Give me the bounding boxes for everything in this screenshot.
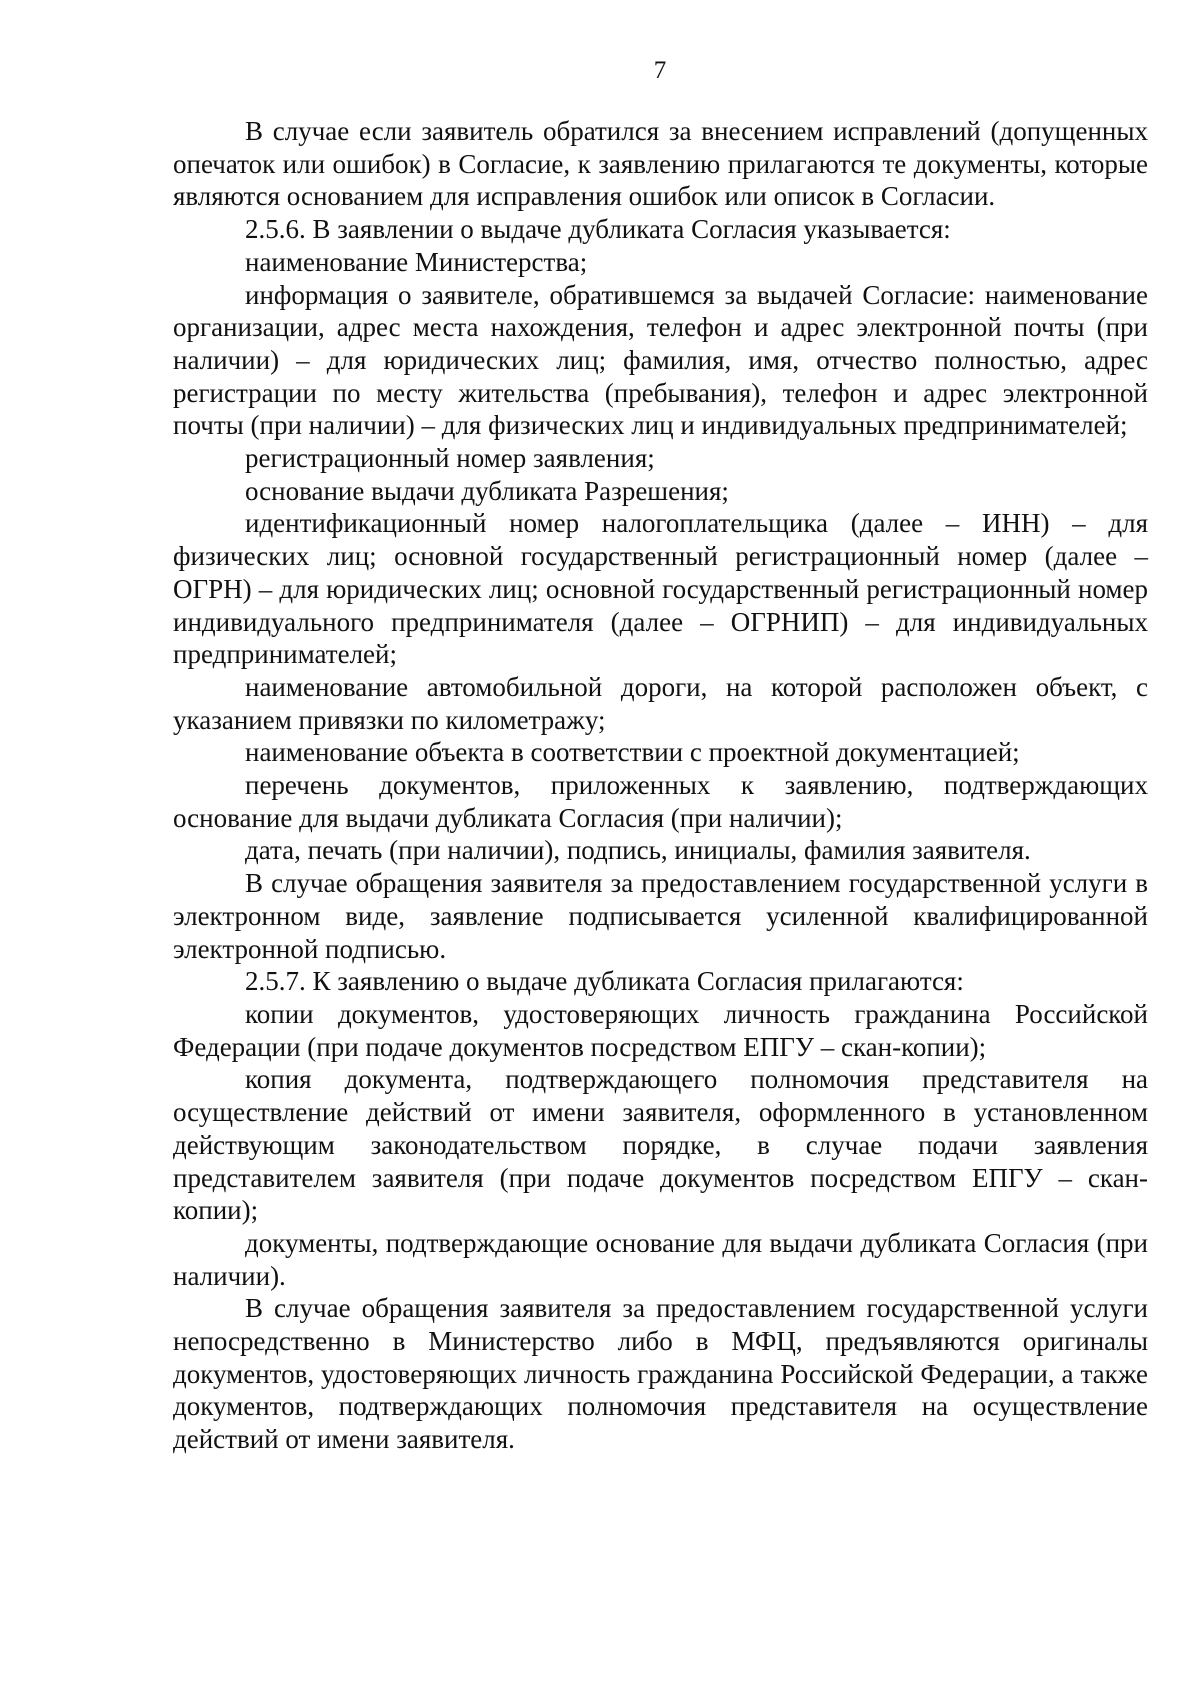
paragraph: перечень документов, приложенных к заявлению, подтверждающих основание для выдачи дубликата Согласия (при наличии); [173, 770, 1148, 833]
paragraph: В случае обращения заявителя за предоставлением государственной услуги в электронном виде, заявление подписывается усиленной квалифицированной электронной подписью. [173, 868, 1148, 964]
paragraph: В случае если заявитель обратился за внесением исправлений (допущенных опечаток или ошибок) в Согласие, к заявлению прилагаются те документы, которые являются основанием для исправления ошибок или описок в Согласии. [173, 116, 1148, 212]
page-number: 7 [653, 57, 667, 84]
document-body [173, 115, 1148, 1456]
paragraph: наименование Министерства; [245, 246, 588, 277]
paragraph: 2.5.6. В заявлении о выдаче дубликата Согласия указывается: [245, 214, 951, 245]
paragraph: идентификационный номер налогоплательщика (далее – ИНН) – для физических лиц; основной государственный регистрационный номер (далее – ОГРН) – для юридических лиц; основной государственный регистрационный номер индивидуального предпринимателя (далее – ОГРНИП) – для индивидуальных предпринимателей; [173, 508, 1148, 670]
paragraph: наименование автомобильной дороги, на которой расположен объект, с указанием привязки по километражу; [173, 671, 1148, 735]
paragraph: копия документа, подтверждающего полномочия представителя на осуществление действий от имени заявителя, оформленного в установленном действующим законодательством порядке, в случае подачи заявления представителем заявителя (при подаче документов посредством ЕПГУ – скан-копии); [173, 1064, 1148, 1226]
paragraph: документы, подтверждающие основание для выдачи дубликата Согласия (при наличии). [173, 1227, 1148, 1291]
paragraph: наименование объекта в соответствии с проектной документацией; [245, 737, 1020, 768]
paragraph: 2.5.7. К заявлению о выдаче дубликата Согласия прилагаются: [245, 966, 964, 997]
paragraph: регистрационный номер заявления; [245, 443, 655, 474]
paragraph: В случае обращения заявителя за предоставлением государственной услуги непосредственно в Министерство либо в МФЦ, предъявляются оригиналы документов, удостоверяющих личность гражданина Российской Федерации, а также документов, подтверждающих полномочия представителя на осуществление действий от имени заявителя. [173, 1293, 1148, 1455]
paragraph: копии документов, удостоверяющих личность гражданина Российской Федерации (при подаче документов посредством ЕПГУ – скан-копии); [173, 998, 1148, 1062]
paragraph: дата, печать (при наличии), подпись, инициалы, фамилия заявителя. [245, 835, 1031, 866]
paragraph: информация о заявителе, обратившемся за выдачей Согласие: наименование организации, адрес места нахождения, телефон и адрес электронной почты (при наличии) – для юридических лиц; фамилия, имя, отчество полностью, адрес регистрации по месту жительства (пребывания), телефон и адрес электронной почты (при наличии) – для физических лиц и индивидуальных предпринимателей; [173, 279, 1148, 441]
paragraph: основание выдачи дубликата Разрешения; [245, 475, 729, 506]
